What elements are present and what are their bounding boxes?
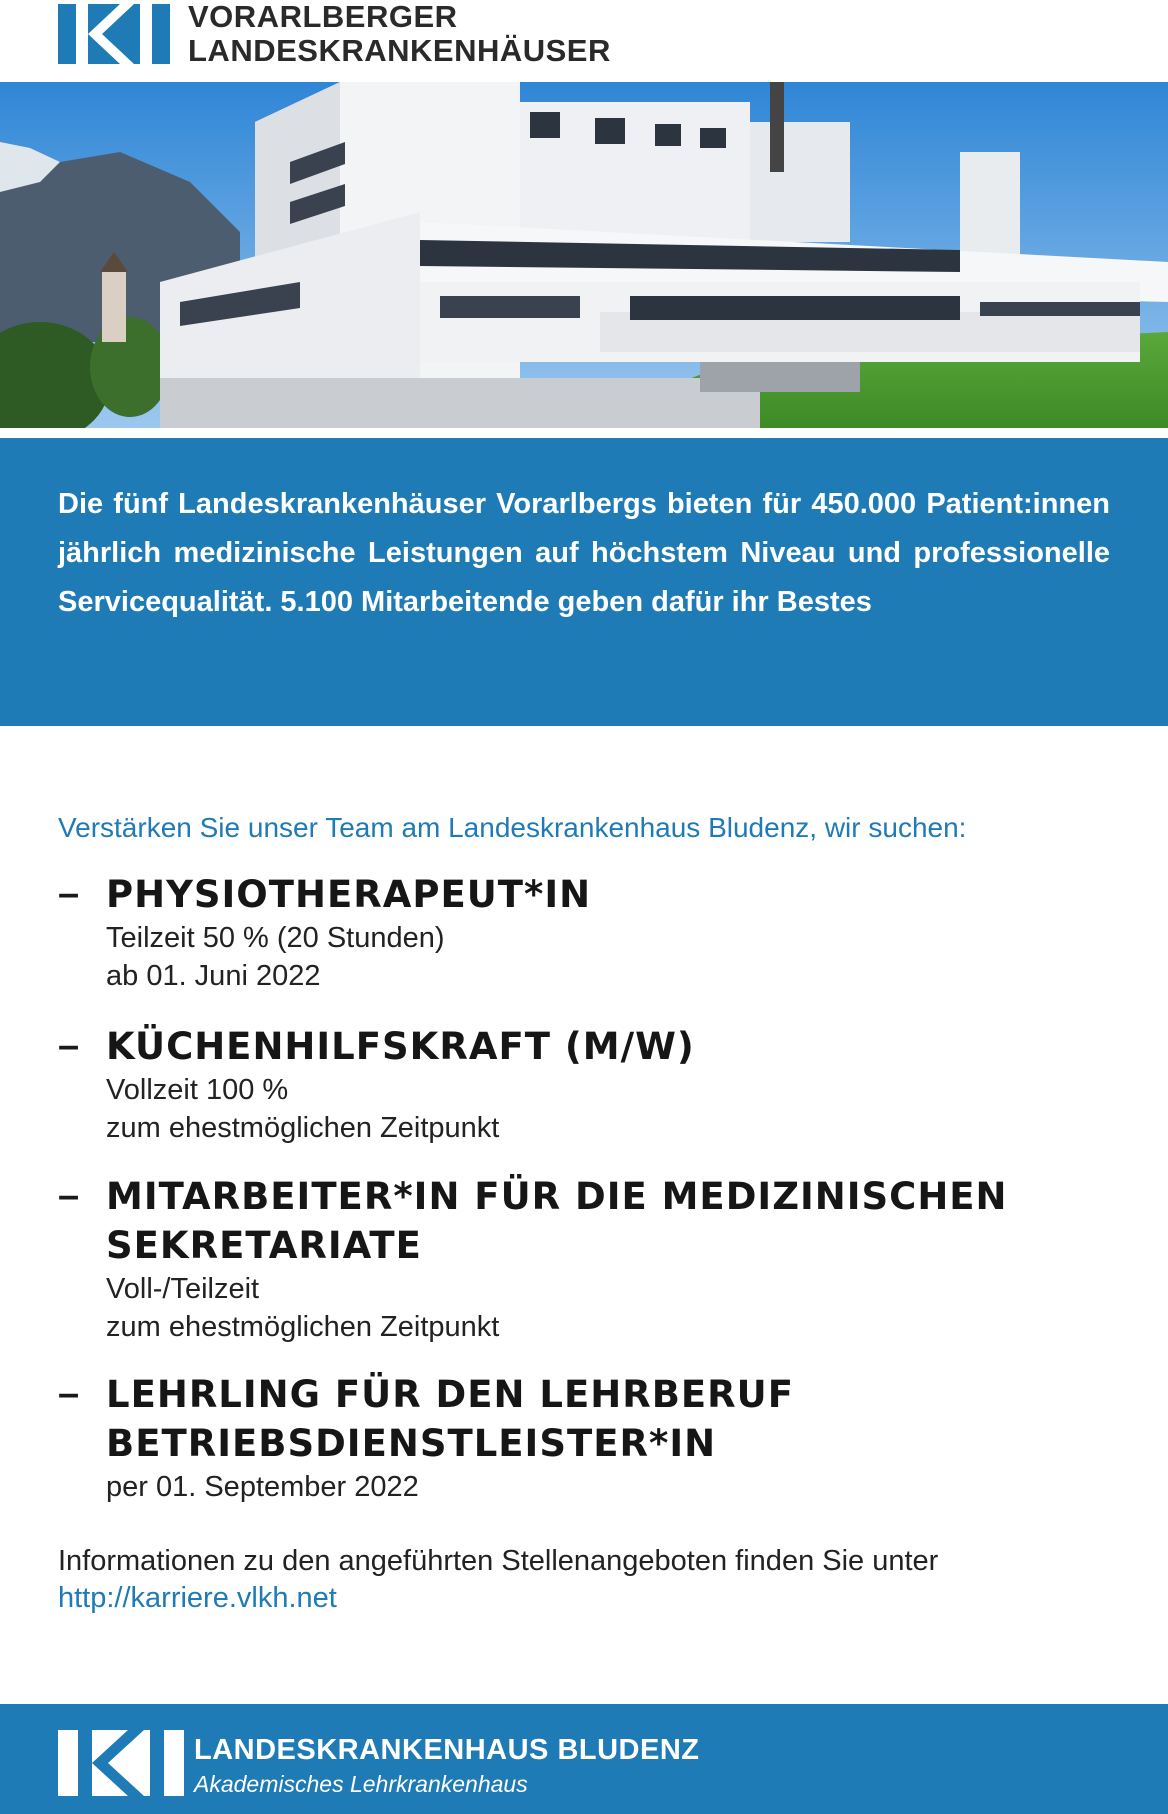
footer-subtitle: Akademisches Lehrkrankenhaus <box>194 1771 528 1797</box>
footer-title: LANDESKRANKENHAUS BLUDENZ <box>194 1734 700 1766</box>
info-text: Informationen zu den angeführten Stellenangeboten finden Sie unter <box>58 1545 939 1577</box>
brand-wordmark <box>188 0 611 68</box>
job-title: KÜCHENHILFSKRAFT (M/W) <box>106 1025 695 1068</box>
job-detail: per 01. September 2022 <box>106 1471 419 1503</box>
intro-text: Die fünf Landeskrankenhäuser Vorarlbergs bieten für 450.000 Patient:innen jährlich medizinische Leistungen auf höchstem Niveau und professionelle Servicequalität. 5.100 Mitarbeitende geben dafür ihr Bestes <box>58 488 1110 618</box>
intro-panel <box>0 438 1168 726</box>
job-title: PHYSIOTHERAPEUT*IN <box>106 873 592 916</box>
list-dash: – <box>58 1025 80 1067</box>
lead-text: Verstärken Sie unser Team am Landeskrankenhaus Bludenz, wir suchen: <box>58 812 967 843</box>
job-title-continued: SEKRETARIATE <box>106 1224 422 1267</box>
brand-line-2: LANDESKRANKENHÄUSER <box>188 33 611 68</box>
career-link[interactable]: http://karriere.vlkh.net <box>58 1582 337 1614</box>
list-dash: – <box>58 873 80 915</box>
job-detail: Vollzeit 100 % <box>106 1074 289 1106</box>
job-item[interactable] <box>58 1370 794 1506</box>
job-detail: Teilzeit 50 % (20 Stunden) <box>106 922 445 954</box>
vlkh-logo-icon <box>58 4 170 64</box>
job-title: MITARBEITER*IN FÜR DIE MEDIZINISCHEN <box>106 1175 1008 1218</box>
job-detail: ab 01. Juni 2022 <box>106 960 321 992</box>
list-dash: – <box>58 1373 80 1415</box>
brand-line-1: VORARLBERGER <box>188 0 458 34</box>
footer <box>0 1704 1168 1814</box>
vlkh-logo-icon <box>58 1730 184 1796</box>
job-detail: zum ehestmöglichen Zeitpunkt <box>106 1311 500 1343</box>
info-block <box>58 1543 938 1617</box>
hospital-building-illustration <box>0 82 1168 428</box>
job-item[interactable] <box>58 1022 695 1147</box>
header <box>0 0 1168 82</box>
job-title-continued: BETRIEBSDIENSTLEISTER*IN <box>106 1422 717 1465</box>
job-detail: Voll-/Teilzeit <box>106 1273 260 1305</box>
hero-image <box>0 82 1168 428</box>
job-item[interactable] <box>58 870 591 995</box>
job-title: LEHRLING FÜR DEN LEHRBERUF <box>106 1373 794 1416</box>
list-dash: – <box>58 1175 80 1217</box>
job-detail: zum ehestmöglichen Zeitpunkt <box>106 1112 500 1144</box>
job-item[interactable] <box>58 1172 1008 1346</box>
